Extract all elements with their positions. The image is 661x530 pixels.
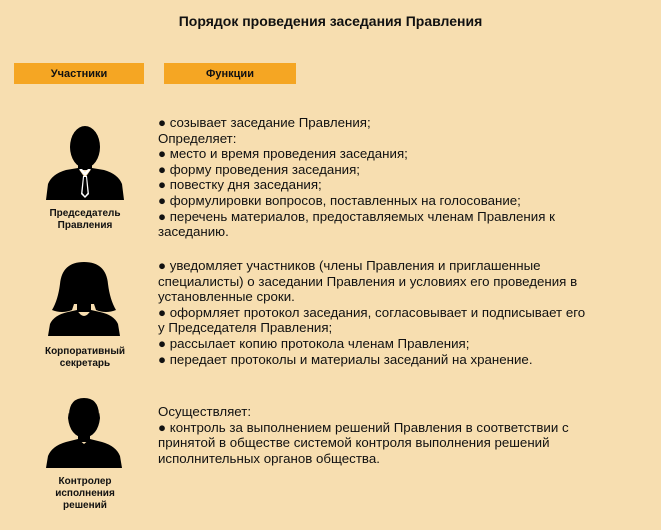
chairman-functions: ● созывает заседание Правления; Определяет: ● место и время проведения заседания; ● форму проведения заседания; ● повестку дня заседания; ● формулировки вопросов, поставленных на голосование; ● перечень материалов, предоставляемых членам Правления к заседанию. [158,115,555,240]
role-chairman-label: Председатель Правления [49,208,121,231]
role-controller-label: Контролер исполнения решений [55,476,115,511]
page-title: Порядок проведения заседания Правления [178,13,483,29]
secretary-functions: ● уведомляет участников (члены Правления и приглашенные специалисты) о заседании Правления и условиях его проведения в установленные сроки. ● оформляет протокол заседания, согласовывает и подписывает его у Председателя Правления; ● рассылает копию протокола членам Правления; ● передает протоколы и материалы заседаний на хранение. [158,258,586,367]
controller-functions: Осуществляет: ● контроль за выполнением решений Правления в соответствии с принятой в обществе системой контроля выполнения решений исполнительных органов общества. [158,404,569,466]
participants-header: Участники [14,63,144,84]
woman-icon [44,260,124,336]
functions-header: Функции [164,63,296,84]
role-secretary-label: Корпоративный секретарь [44,346,126,369]
man-with-tie-icon [44,124,126,200]
person-icon [44,396,124,468]
